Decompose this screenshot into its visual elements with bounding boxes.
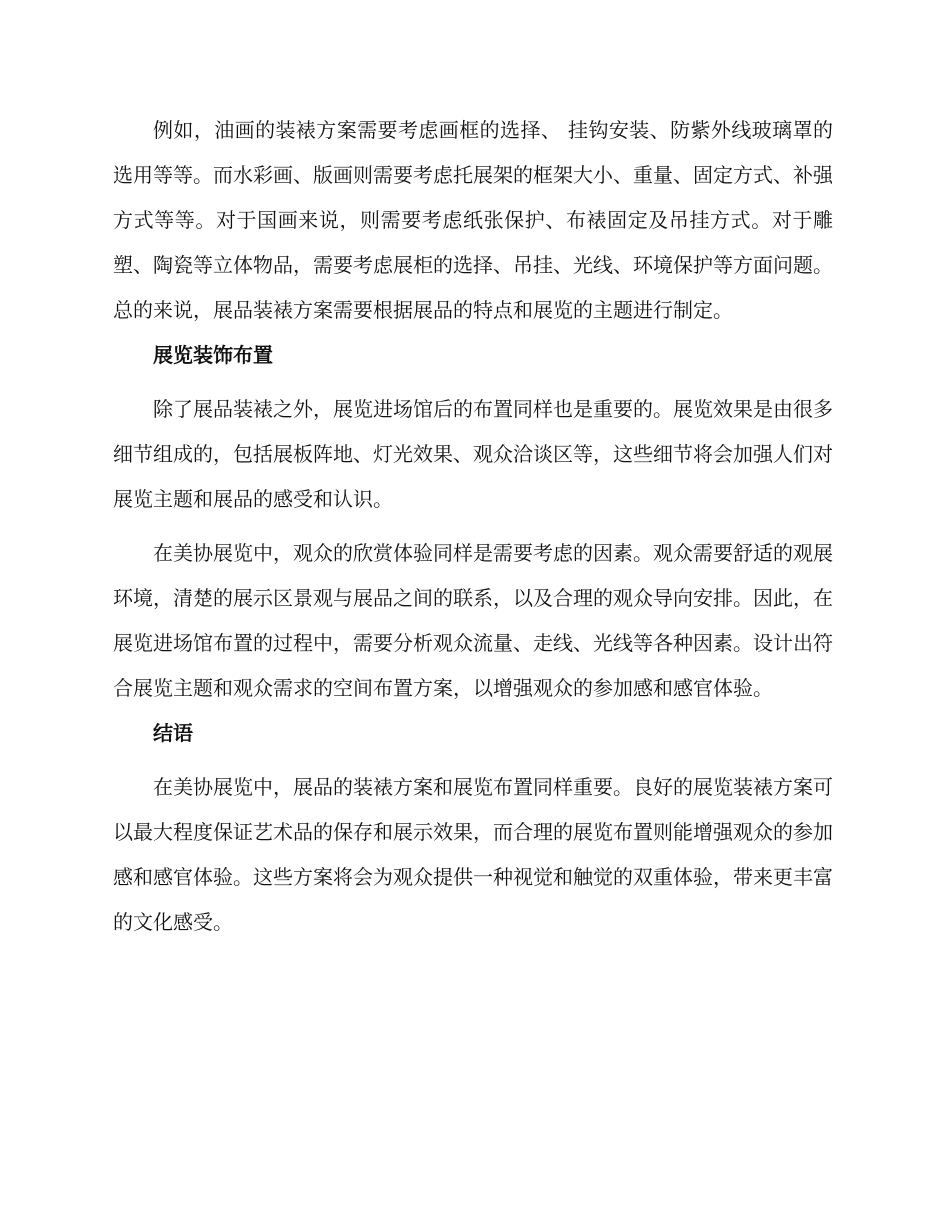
paragraph-visitor-experience: 在美协展览中，观众的欣赏体验同样是需要考虑的因素。观众需要舒适的观展环境，清楚的展示区景观与展品之间的联系，以及合理的观众导向安排。因此，在展览进场馆布置的过程中，需要分析观众流量、走线、光线等各种因素。设计出符合展览主题和观众需求的空间布置方案，以增强观众的参加感和感官体验。 [113, 541, 833, 700]
section-heading-exhibition-layout: 展览装饰布置 [153, 343, 273, 367]
paragraph-mounting-plans: 例如，油画的装裱方案需要考虑画框的选择、 挂钩安装、防紫外线玻璃罩的选用等等。而水彩画、版画则需要考虑托展架的框架大小、重量、固定方式、补强方式等等。对于国画来说，则需要考虑纸张保护、布裱固定及吊挂方式。对于雕塑、陶瓷等立体物品，需要考虑展柜的选择、吊挂、光线、环境保护等方面问题。总的来说，展品装裱方案需要根据展品的特点和展览的主题进行制定。 [113, 118, 833, 322]
paragraph-layout-importance: 除了展品装裱之外，展览进场馆后的布置同样也是重要的。展览效果是由很多细节组成的，包括展板阵地、灯光效果、观众洽谈区等，这些细节将会加强人们对展览主题和展品的感受和认识。 [113, 397, 833, 511]
paragraph-conclusion: 在美协展览中，展品的装裱方案和展览布置同样重要。良好的展览装裱方案可以最大程度保证艺术品的保存和展示效果，而合理的展览布置则能增强观众的参加感和感官体验。这些方案将会为观众提供一种视觉和触觉的双重体验，带来更丰富的文化感受。 [113, 775, 833, 934]
document-body [113, 110, 833, 945]
section-heading-conclusion: 结语 [153, 721, 193, 745]
